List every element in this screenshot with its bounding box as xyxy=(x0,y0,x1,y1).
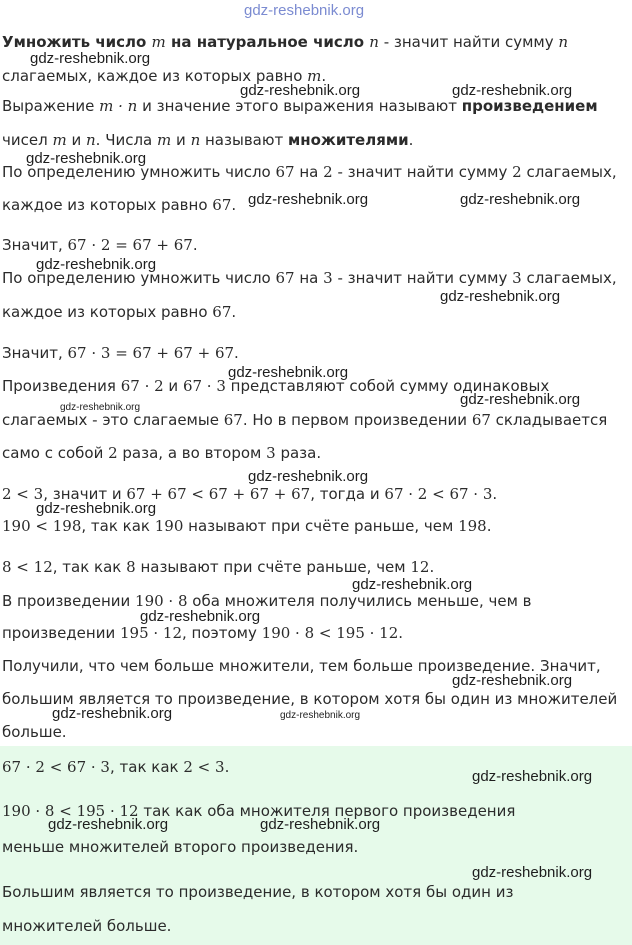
math: n xyxy=(558,33,569,51)
text: и xyxy=(66,131,86,149)
watermark: gdz-reshebnik.org xyxy=(280,710,361,721)
text: . xyxy=(321,67,327,85)
math: 3 xyxy=(512,269,522,287)
text: . xyxy=(231,196,237,214)
math: 67 · 2 xyxy=(120,377,164,395)
watermark: gdz-reshebnik.org xyxy=(472,864,593,881)
math: 190 · 8 xyxy=(135,592,188,610)
watermark: gdz-reshebnik.org xyxy=(440,288,561,305)
watermark: gdz-reshebnik.org xyxy=(452,82,573,99)
text: . xyxy=(429,558,435,576)
text: - значит найти сумму xyxy=(332,269,513,287)
watermark: gdz-reshebnik.org xyxy=(248,191,369,208)
text-line xyxy=(2,302,628,322)
math: 198 xyxy=(458,517,487,535)
text: По определению умножить число xyxy=(2,269,276,287)
math: 67 xyxy=(275,163,295,181)
text: произведении xyxy=(2,624,120,642)
text: представляют собой сумму одинаковых xyxy=(225,377,550,395)
watermark: gdz-reshebnik.org xyxy=(452,672,573,689)
text: . xyxy=(192,236,198,254)
text: на xyxy=(294,269,324,287)
text: По определению умножить число xyxy=(2,163,276,181)
math: n xyxy=(190,131,201,149)
text: . Но в первом произведении xyxy=(242,411,472,429)
math: 67 · 2 = 67 + 67 xyxy=(67,236,193,254)
math: m xyxy=(52,131,67,149)
math: 67 xyxy=(223,411,243,429)
text: Значит, xyxy=(2,344,68,362)
text: и значение этого выражения называют xyxy=(137,97,462,115)
text: . xyxy=(492,485,498,503)
text: складывается xyxy=(490,411,608,429)
text: множителей больше. xyxy=(2,917,172,935)
math: m xyxy=(307,67,322,85)
math: 3 xyxy=(266,444,276,462)
text: каждое из которых равно xyxy=(2,196,213,214)
watermark: gdz-reshebnik.org xyxy=(352,576,473,593)
text: на натуральное число xyxy=(165,33,370,51)
math: 67 xyxy=(275,269,295,287)
watermark: gdz-reshebnik.org xyxy=(472,768,593,785)
math: 190 · 8 < 195 · 12 xyxy=(261,624,399,642)
math: 190 < 198 xyxy=(2,517,82,535)
text-line xyxy=(2,557,628,577)
text: Значит, xyxy=(2,236,68,254)
math: 67 + 67 < 67 + 67 + 67 xyxy=(126,485,311,503)
text: , поэтому xyxy=(182,624,262,642)
text: само с собой xyxy=(2,444,109,462)
math: n xyxy=(369,33,379,51)
text: большим является то произведение, в котором хотя бы один из множителей xyxy=(2,690,618,708)
math: 2 < 3 xyxy=(183,758,225,776)
text-line xyxy=(2,410,628,430)
text: и xyxy=(163,377,183,395)
math: 67 · 2 < 67 · 3 xyxy=(384,485,493,503)
definition-line-4 xyxy=(2,130,628,150)
watermark: gdz-reshebnik.org xyxy=(48,816,169,833)
math: 67 xyxy=(212,303,232,321)
term-product: произведением xyxy=(461,97,598,115)
watermark: gdz-reshebnik.org xyxy=(460,191,581,208)
text-line xyxy=(2,591,628,611)
math: 8 xyxy=(126,558,136,576)
text: называют xyxy=(200,131,288,149)
watermark: gdz-reshebnik.org xyxy=(248,468,369,485)
text: Большим является то произведение, в котором хотя бы один из xyxy=(2,883,514,901)
text: , значит и xyxy=(43,485,127,503)
answer-line xyxy=(2,916,628,936)
text: . xyxy=(398,624,404,642)
watermark: gdz-reshebnik.org xyxy=(26,150,147,167)
definition-line-3 xyxy=(2,96,628,116)
watermark: gdz-reshebnik.org xyxy=(36,500,157,517)
text: . xyxy=(408,131,414,149)
math: 67 xyxy=(212,196,232,214)
watermark: gdz-reshebnik.org xyxy=(30,50,151,67)
text: раза, а во втором xyxy=(117,444,267,462)
text-line xyxy=(2,516,628,536)
math: 2 < 3 xyxy=(2,485,44,503)
watermark: gdz-reshebnik.org xyxy=(36,256,157,273)
math: 8 < 12 xyxy=(2,558,53,576)
math: 67 · 3 = 67 + 67 + 67 xyxy=(67,344,235,362)
text: В произведении xyxy=(2,592,136,610)
text: слагаемых, xyxy=(521,269,617,287)
text: - значит найти сумму xyxy=(378,33,559,51)
text-line xyxy=(2,623,628,643)
watermark: gdz-reshebnik.org xyxy=(228,364,349,381)
text: оба множителя получились меньше, чем в xyxy=(187,592,532,610)
text-line xyxy=(2,235,628,255)
math: m xyxy=(151,33,166,51)
math: 2 xyxy=(512,163,522,181)
math: 67 xyxy=(471,411,491,429)
text: так как оба множителя первого произведения xyxy=(138,802,516,820)
math: 190 · 8 < 195 · 12 xyxy=(2,802,139,820)
text: слагаемых - это слагаемые xyxy=(2,411,224,429)
answer-line xyxy=(2,837,628,857)
text: , так как xyxy=(109,758,184,776)
math: 2 xyxy=(323,163,333,181)
math: n xyxy=(85,131,96,149)
text: на xyxy=(294,163,324,181)
text: - значит найти сумму xyxy=(332,163,513,181)
math: m · n xyxy=(99,97,138,115)
text: . xyxy=(234,344,239,362)
text: Умножить число xyxy=(2,33,152,51)
text: . Числа xyxy=(95,131,158,149)
watermark: gdz-reshebnik.org xyxy=(244,2,365,19)
answer-line xyxy=(2,882,628,902)
text: Произведения xyxy=(2,377,121,395)
text: . xyxy=(486,517,492,535)
text: . xyxy=(231,303,237,321)
text: раза. xyxy=(275,444,322,462)
text: , тогда и xyxy=(310,485,385,503)
text: Выражение xyxy=(2,97,100,115)
text: больше. xyxy=(2,723,67,741)
text: чисел xyxy=(2,131,53,149)
term-factors: множителями xyxy=(288,131,409,149)
watermark: gdz-reshebnik.org xyxy=(140,608,261,625)
text: , так как xyxy=(81,517,155,535)
text: слагаемых, xyxy=(521,163,617,181)
text: и xyxy=(171,131,191,149)
text: называют при счёте раньше, чем xyxy=(135,558,411,576)
math: 190 xyxy=(154,517,184,535)
definition-line-1 xyxy=(2,32,628,52)
text: слагаемых, каждое из которых равно xyxy=(2,67,308,85)
math: 67 · 3 xyxy=(182,377,226,395)
text: Получили, что чем больше множители, тем больше произведение. Значит, xyxy=(2,657,601,675)
text: . xyxy=(224,758,230,776)
text-line xyxy=(2,443,628,463)
watermark: gdz-reshebnik.org xyxy=(60,402,141,413)
watermark: gdz-reshebnik.org xyxy=(260,816,381,833)
watermark: gdz-reshebnik.org xyxy=(52,705,173,722)
text: называют при счёте раньше, чем xyxy=(183,517,459,535)
math: 2 xyxy=(108,444,118,462)
math: 3 xyxy=(323,269,333,287)
math: m xyxy=(157,131,172,149)
math: 195 · 12 xyxy=(119,624,183,642)
text: , так как xyxy=(52,558,127,576)
math: 12 xyxy=(410,558,430,576)
text: меньше множителей второго произведения. xyxy=(2,838,359,856)
text: каждое из которых равно xyxy=(2,303,213,321)
math: 67 · 2 < 67 · 3 xyxy=(2,758,110,776)
text-line xyxy=(2,343,628,363)
watermark: gdz-reshebnik.org xyxy=(460,391,581,408)
text-line xyxy=(2,722,628,742)
watermark: gdz-reshebnik.org xyxy=(240,82,361,99)
